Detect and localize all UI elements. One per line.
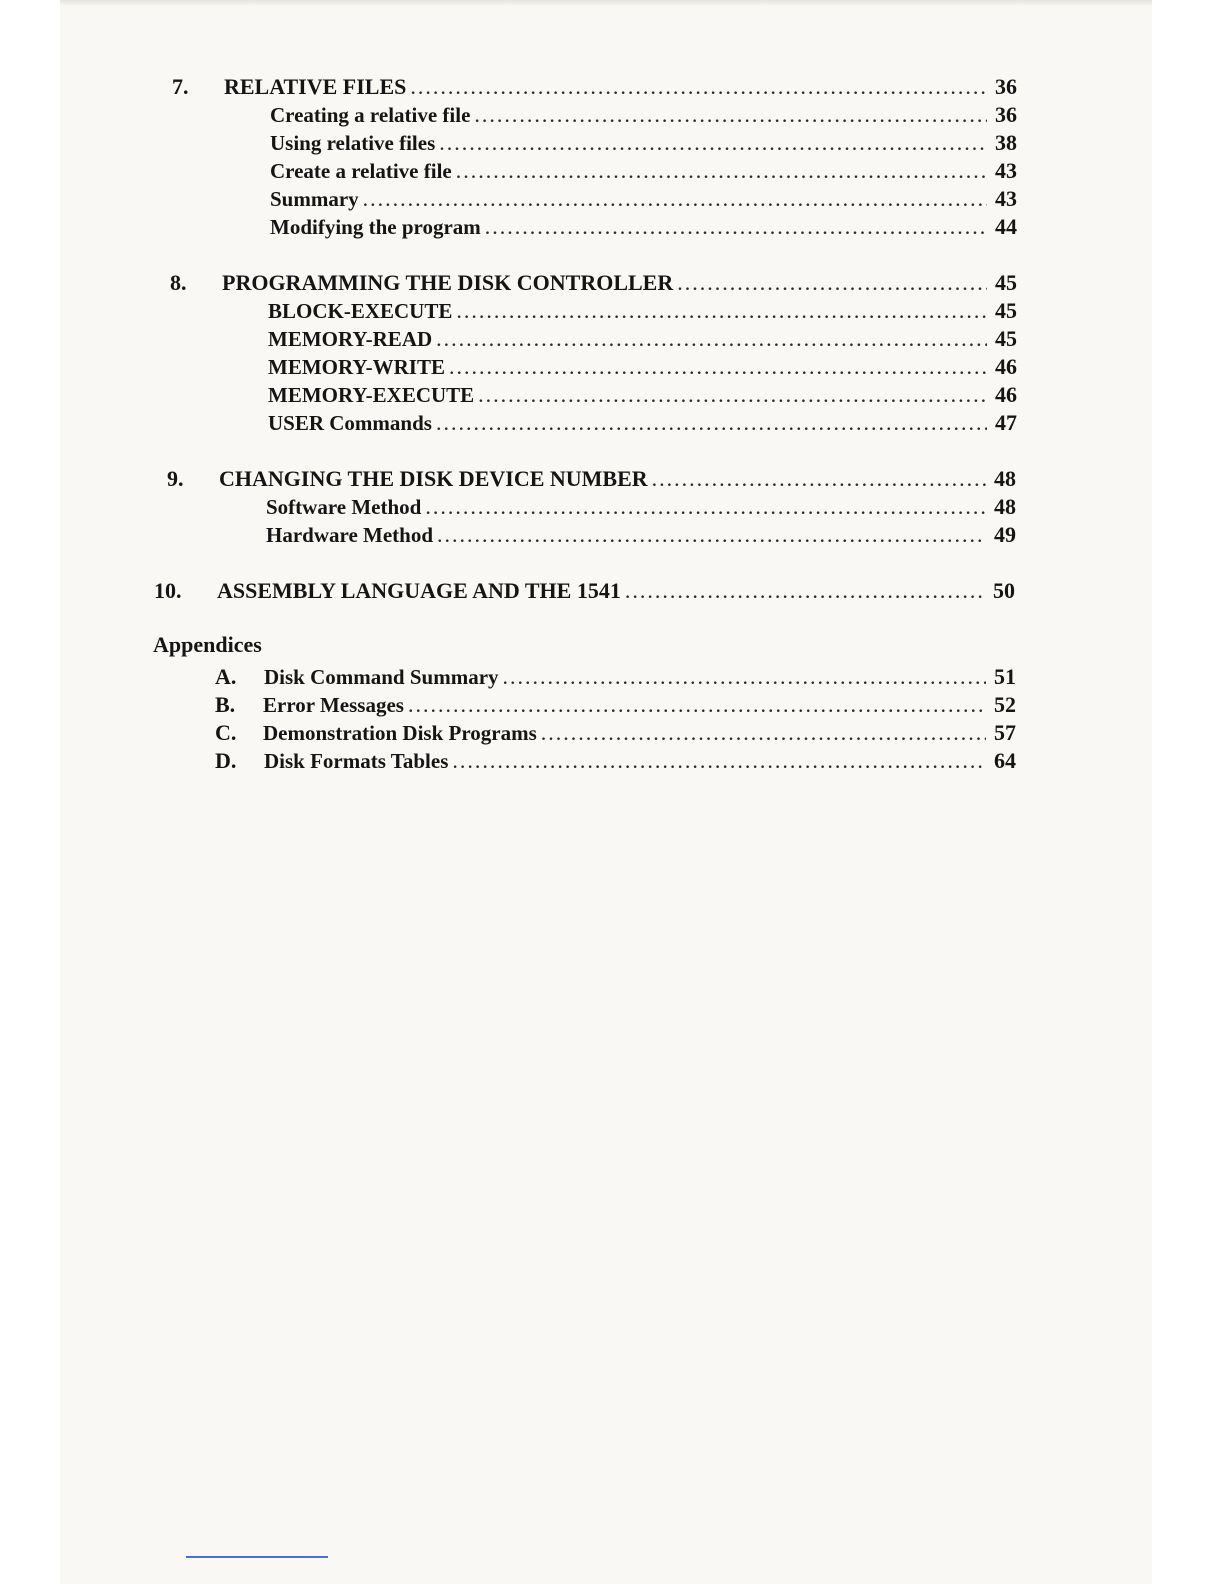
dot-leader [677, 270, 987, 296]
page-number: 52 [994, 692, 1016, 717]
page-number: 50 [993, 578, 1015, 603]
page-number: 48 [994, 494, 1016, 519]
chapter-title: ASSEMBLY LANGUAGE AND THE 1541 [217, 578, 621, 603]
toc-appendix-c[interactable] [215, 720, 1016, 748]
section-title: Create a relative file [270, 159, 452, 183]
toc-section[interactable] [270, 186, 1017, 214]
page-number: 48 [994, 466, 1016, 491]
toc-section[interactable] [270, 158, 1017, 186]
dot-leader [485, 214, 987, 240]
appendices-heading: Appendices [153, 632, 262, 657]
page-number: 64 [994, 748, 1016, 773]
dot-leader [474, 102, 987, 128]
blue-underline-mark [186, 1556, 328, 1558]
page-number: 43 [995, 158, 1017, 183]
dot-leader [456, 158, 987, 184]
section-title: USER Commands [268, 411, 432, 435]
appendix-title: Demonstration Disk Programs [263, 721, 537, 745]
appendix-letter: D. [215, 748, 237, 773]
chapter-number: 9. [167, 466, 184, 491]
toc-section[interactable] [268, 298, 1017, 326]
document-page [60, 0, 1152, 1584]
section-title: MEMORY-EXECUTE [268, 383, 475, 407]
toc-appendix-d[interactable] [215, 748, 1016, 776]
dot-leader [452, 748, 986, 774]
table-of-contents [60, 0, 1152, 1584]
section-title: MEMORY-READ [268, 327, 433, 351]
chapter-number: 8. [170, 270, 187, 295]
chapter-title: PROGRAMMING THE DISK CONTROLLER [222, 270, 674, 295]
section-title: Using relative files [270, 131, 436, 155]
page-number: 46 [995, 354, 1017, 379]
dot-leader [437, 522, 986, 548]
dot-leader [363, 186, 987, 212]
page-number: 47 [995, 410, 1017, 435]
dot-leader [439, 130, 987, 156]
dot-leader [652, 466, 986, 492]
chapter-number: 10. [154, 578, 182, 603]
dot-leader [425, 494, 986, 520]
section-title: MEMORY-WRITE [268, 355, 445, 379]
appendix-letter: B. [215, 692, 236, 717]
appendix-title: Disk Formats Tables [264, 749, 449, 773]
page-number: 51 [994, 664, 1016, 689]
dot-leader [503, 664, 986, 690]
toc-section[interactable] [268, 382, 1017, 410]
toc-section[interactable] [270, 214, 1017, 242]
appendix-letter: A. [215, 664, 237, 689]
page-number: 38 [995, 130, 1017, 155]
page-number: 57 [994, 720, 1016, 745]
section-title: Hardware Method [266, 523, 434, 547]
chapter-title: CHANGING THE DISK DEVICE NUMBER [219, 466, 648, 491]
page-number: 43 [995, 186, 1017, 211]
toc-section[interactable] [268, 326, 1017, 354]
dot-leader [436, 326, 987, 352]
section-title: Software Method [266, 495, 422, 519]
appendix-title: Error Messages [263, 693, 404, 717]
page-number: 36 [995, 74, 1017, 99]
dot-leader [625, 578, 985, 604]
page-number: 46 [995, 382, 1017, 407]
page-number: 45 [995, 298, 1017, 323]
toc-chapter-8[interactable] [170, 270, 1017, 298]
toc-chapter-9[interactable] [167, 466, 1016, 494]
dot-leader [436, 410, 987, 436]
toc-chapter-10[interactable] [154, 578, 1015, 606]
toc-section[interactable] [268, 410, 1017, 438]
page-number: 45 [995, 270, 1017, 295]
page-number: 45 [995, 326, 1017, 351]
toc-section[interactable] [266, 522, 1016, 550]
appendix-letter: C. [215, 720, 237, 745]
toc-section[interactable] [270, 130, 1017, 158]
section-title: Modifying the program [270, 215, 481, 239]
dot-leader [541, 720, 986, 746]
section-title: Summary [270, 187, 359, 211]
page-number: 44 [995, 214, 1017, 239]
toc-section[interactable] [266, 494, 1016, 522]
toc-section[interactable] [270, 102, 1017, 130]
toc-appendix-b[interactable] [215, 692, 1016, 720]
chapter-title: RELATIVE FILES [224, 74, 407, 99]
chapter-number: 7. [172, 74, 189, 99]
dot-leader [410, 74, 987, 100]
section-title: Creating a relative file [270, 103, 471, 127]
toc-section[interactable] [268, 354, 1017, 382]
dot-leader [408, 692, 986, 718]
dot-leader [456, 298, 987, 324]
appendix-title: Disk Command Summary [264, 665, 499, 689]
page-number: 36 [995, 102, 1017, 127]
page-number: 49 [994, 522, 1016, 547]
section-title: BLOCK-EXECUTE [268, 299, 453, 323]
dot-leader [449, 354, 987, 380]
toc-appendix-a[interactable] [215, 664, 1016, 692]
toc-chapter-7[interactable] [172, 74, 1017, 102]
dot-leader [478, 382, 987, 408]
